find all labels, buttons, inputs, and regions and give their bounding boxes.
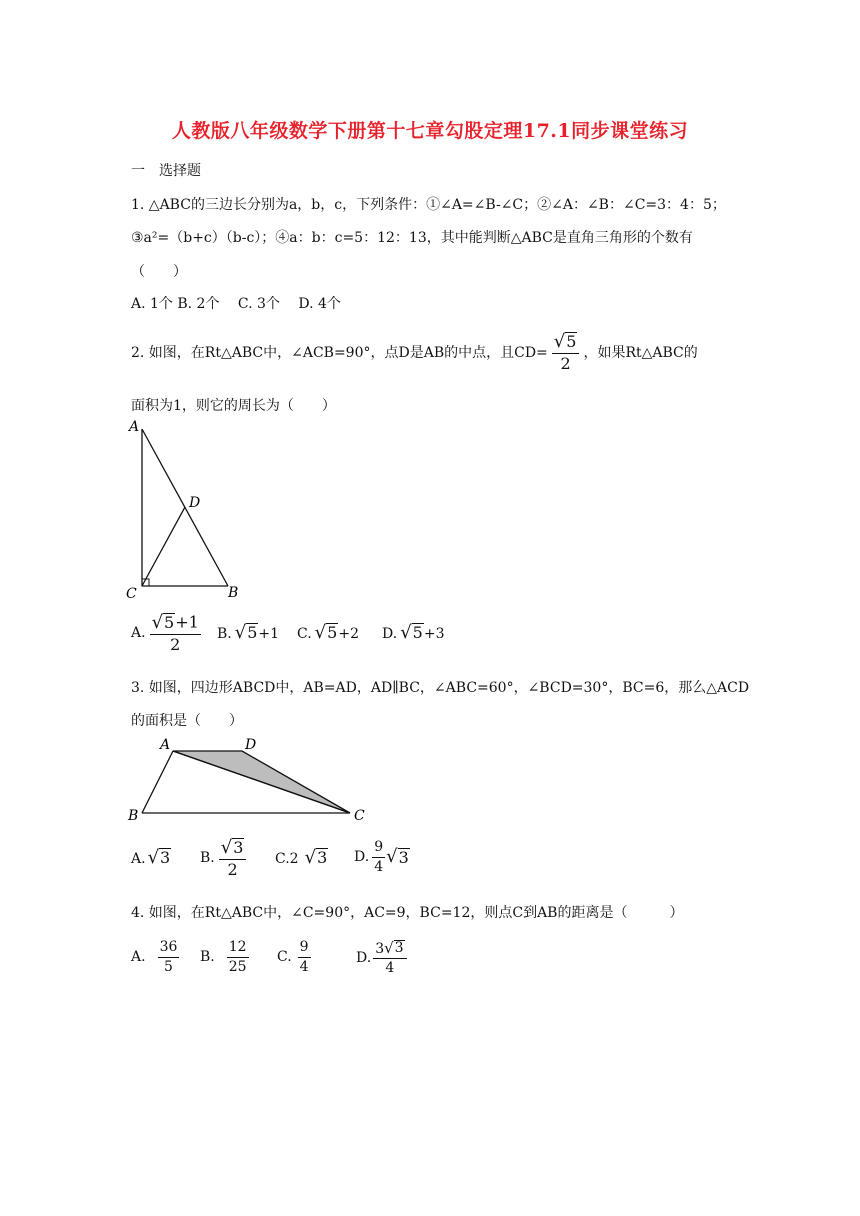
- label-a: A: [160, 737, 171, 753]
- q4-option-d: [356, 940, 407, 976]
- label-d: D: [189, 495, 201, 511]
- label-c: C: [126, 586, 137, 602]
- denominator: 4: [374, 858, 384, 875]
- q3-option-b: [200, 838, 246, 878]
- option-label: A.: [131, 850, 146, 867]
- q3-line-1: 3. 如图，四边形ABCD中，AB=AD，AD∥BC，∠ABC=60°，∠BCD=30°，BC=6，那么△ACD: [131, 680, 750, 696]
- radicand: 5: [247, 623, 258, 642]
- option-label: A.: [131, 949, 146, 966]
- radicand: 3: [317, 848, 328, 867]
- option-label: D.: [382, 625, 398, 642]
- option-tail: +2: [338, 625, 359, 642]
- q3-option-c: C.2 √ 3: [275, 846, 328, 868]
- section-heading: 一 选择题: [131, 163, 201, 179]
- option-a-fraction: √ 5 +1 2: [151, 611, 199, 654]
- side-ab: [142, 751, 173, 813]
- radicand: 3: [398, 847, 409, 867]
- q2-line-2: 面积为1，则它的周长为（ ）: [131, 398, 336, 414]
- q4-line-1: 4. 如图，在Rt△ABC中，∠C=90°，AC=9，BC=12，则点C到AB的距离是（ ）: [131, 905, 684, 921]
- cd-numerator: 5: [566, 332, 577, 351]
- q2-text-a: 2. 如图，在Rt△ABC中，∠ACB=90°，点D是AB的中点，且CD=: [131, 345, 548, 362]
- q2-figure: [120, 415, 250, 605]
- radicand: 5: [327, 623, 338, 642]
- label-b: B: [128, 808, 139, 824]
- q4-option-b: [200, 940, 249, 974]
- option-d-fraction: 3 √ 3 4: [373, 940, 406, 976]
- q4-option-a: [131, 940, 179, 974]
- numerator: 36: [158, 940, 180, 958]
- option-d-fraction: [372, 840, 385, 874]
- q2-line-1: [131, 332, 698, 372]
- q1-line-3: （ ）: [131, 264, 187, 280]
- denominator: 5: [164, 958, 173, 975]
- option-label: B.: [200, 850, 215, 867]
- option-label: B.: [217, 625, 232, 642]
- numerator-tail: +1: [175, 612, 199, 632]
- radicand: 3: [160, 848, 171, 867]
- q4-option-c: [277, 940, 311, 974]
- q3-line-2: 的面积是（ ）: [131, 713, 243, 729]
- option-label: D.: [354, 849, 370, 866]
- option-b-fraction: √ 3 2: [219, 838, 247, 878]
- q1-line-1: 1. △ABC的三边长分别为a，b，c，下列条件：①∠A=∠B-∠C；②∠A：∠B：∠C=3：4：5；: [131, 197, 726, 213]
- option-label: B.: [200, 949, 215, 966]
- numerator: 12: [227, 940, 249, 958]
- option-label: C.: [297, 625, 312, 642]
- option-label: D.: [356, 950, 372, 967]
- denominator: 2: [227, 859, 238, 879]
- q2-option-d: D. √ 5 +3: [382, 621, 445, 643]
- label-b: B: [228, 585, 239, 601]
- q3-figure: [120, 732, 380, 827]
- numerator: 9: [372, 840, 385, 858]
- radicand: 5: [412, 623, 423, 642]
- numerator-coefficient: 3: [375, 940, 385, 957]
- label-c: C: [354, 808, 365, 824]
- q1-options: A. 1个 B. 2个 C. 3个 D. 4个: [131, 296, 341, 312]
- radicand: 3: [394, 940, 404, 956]
- q2-option-b: B. √ 5 +1: [217, 621, 280, 643]
- page-title: 人教版八年级数学下册第十七章勾股定理17.1同步课堂练习: [171, 120, 689, 142]
- q2-text-b: ，如果Rt△ABC的: [583, 345, 698, 362]
- option-label: C.2: [275, 850, 299, 867]
- option-label: C.: [277, 949, 292, 966]
- label-d: D: [245, 737, 257, 753]
- numerator: 9: [298, 940, 311, 958]
- denominator: 4: [299, 958, 309, 975]
- radicand: 3: [233, 838, 244, 857]
- denominator: 25: [228, 958, 247, 975]
- q2-option-a: [131, 613, 201, 653]
- segment-cd: [142, 507, 185, 586]
- radicand: 5: [164, 613, 175, 632]
- q1-line-2: ③a²=（b+c）（b-c）；④a：b：c=5：12：13，其中能判断△ABC是直角三角形的个数有: [131, 230, 693, 246]
- option-b-fraction: [227, 940, 249, 974]
- label-a: A: [129, 419, 140, 435]
- cd-fraction: √ 5 2: [552, 332, 580, 372]
- denominator: 4: [385, 960, 395, 977]
- q3-option-d: D. $\frac{9}{4}$ √ 3: [354, 839, 409, 875]
- cd-denominator: 2: [560, 353, 571, 373]
- option-tail: +3: [423, 625, 445, 642]
- q3-option-a: A. √ 3: [131, 846, 171, 868]
- option-tail: +1: [258, 625, 280, 642]
- q2-option-c: C. √ 5 +2: [297, 621, 359, 643]
- diagonal-ac: [173, 751, 350, 813]
- option-label: A.: [131, 625, 146, 642]
- option-a-fraction: [158, 940, 180, 974]
- denominator: 2: [170, 634, 181, 654]
- option-c-fraction: [298, 940, 311, 974]
